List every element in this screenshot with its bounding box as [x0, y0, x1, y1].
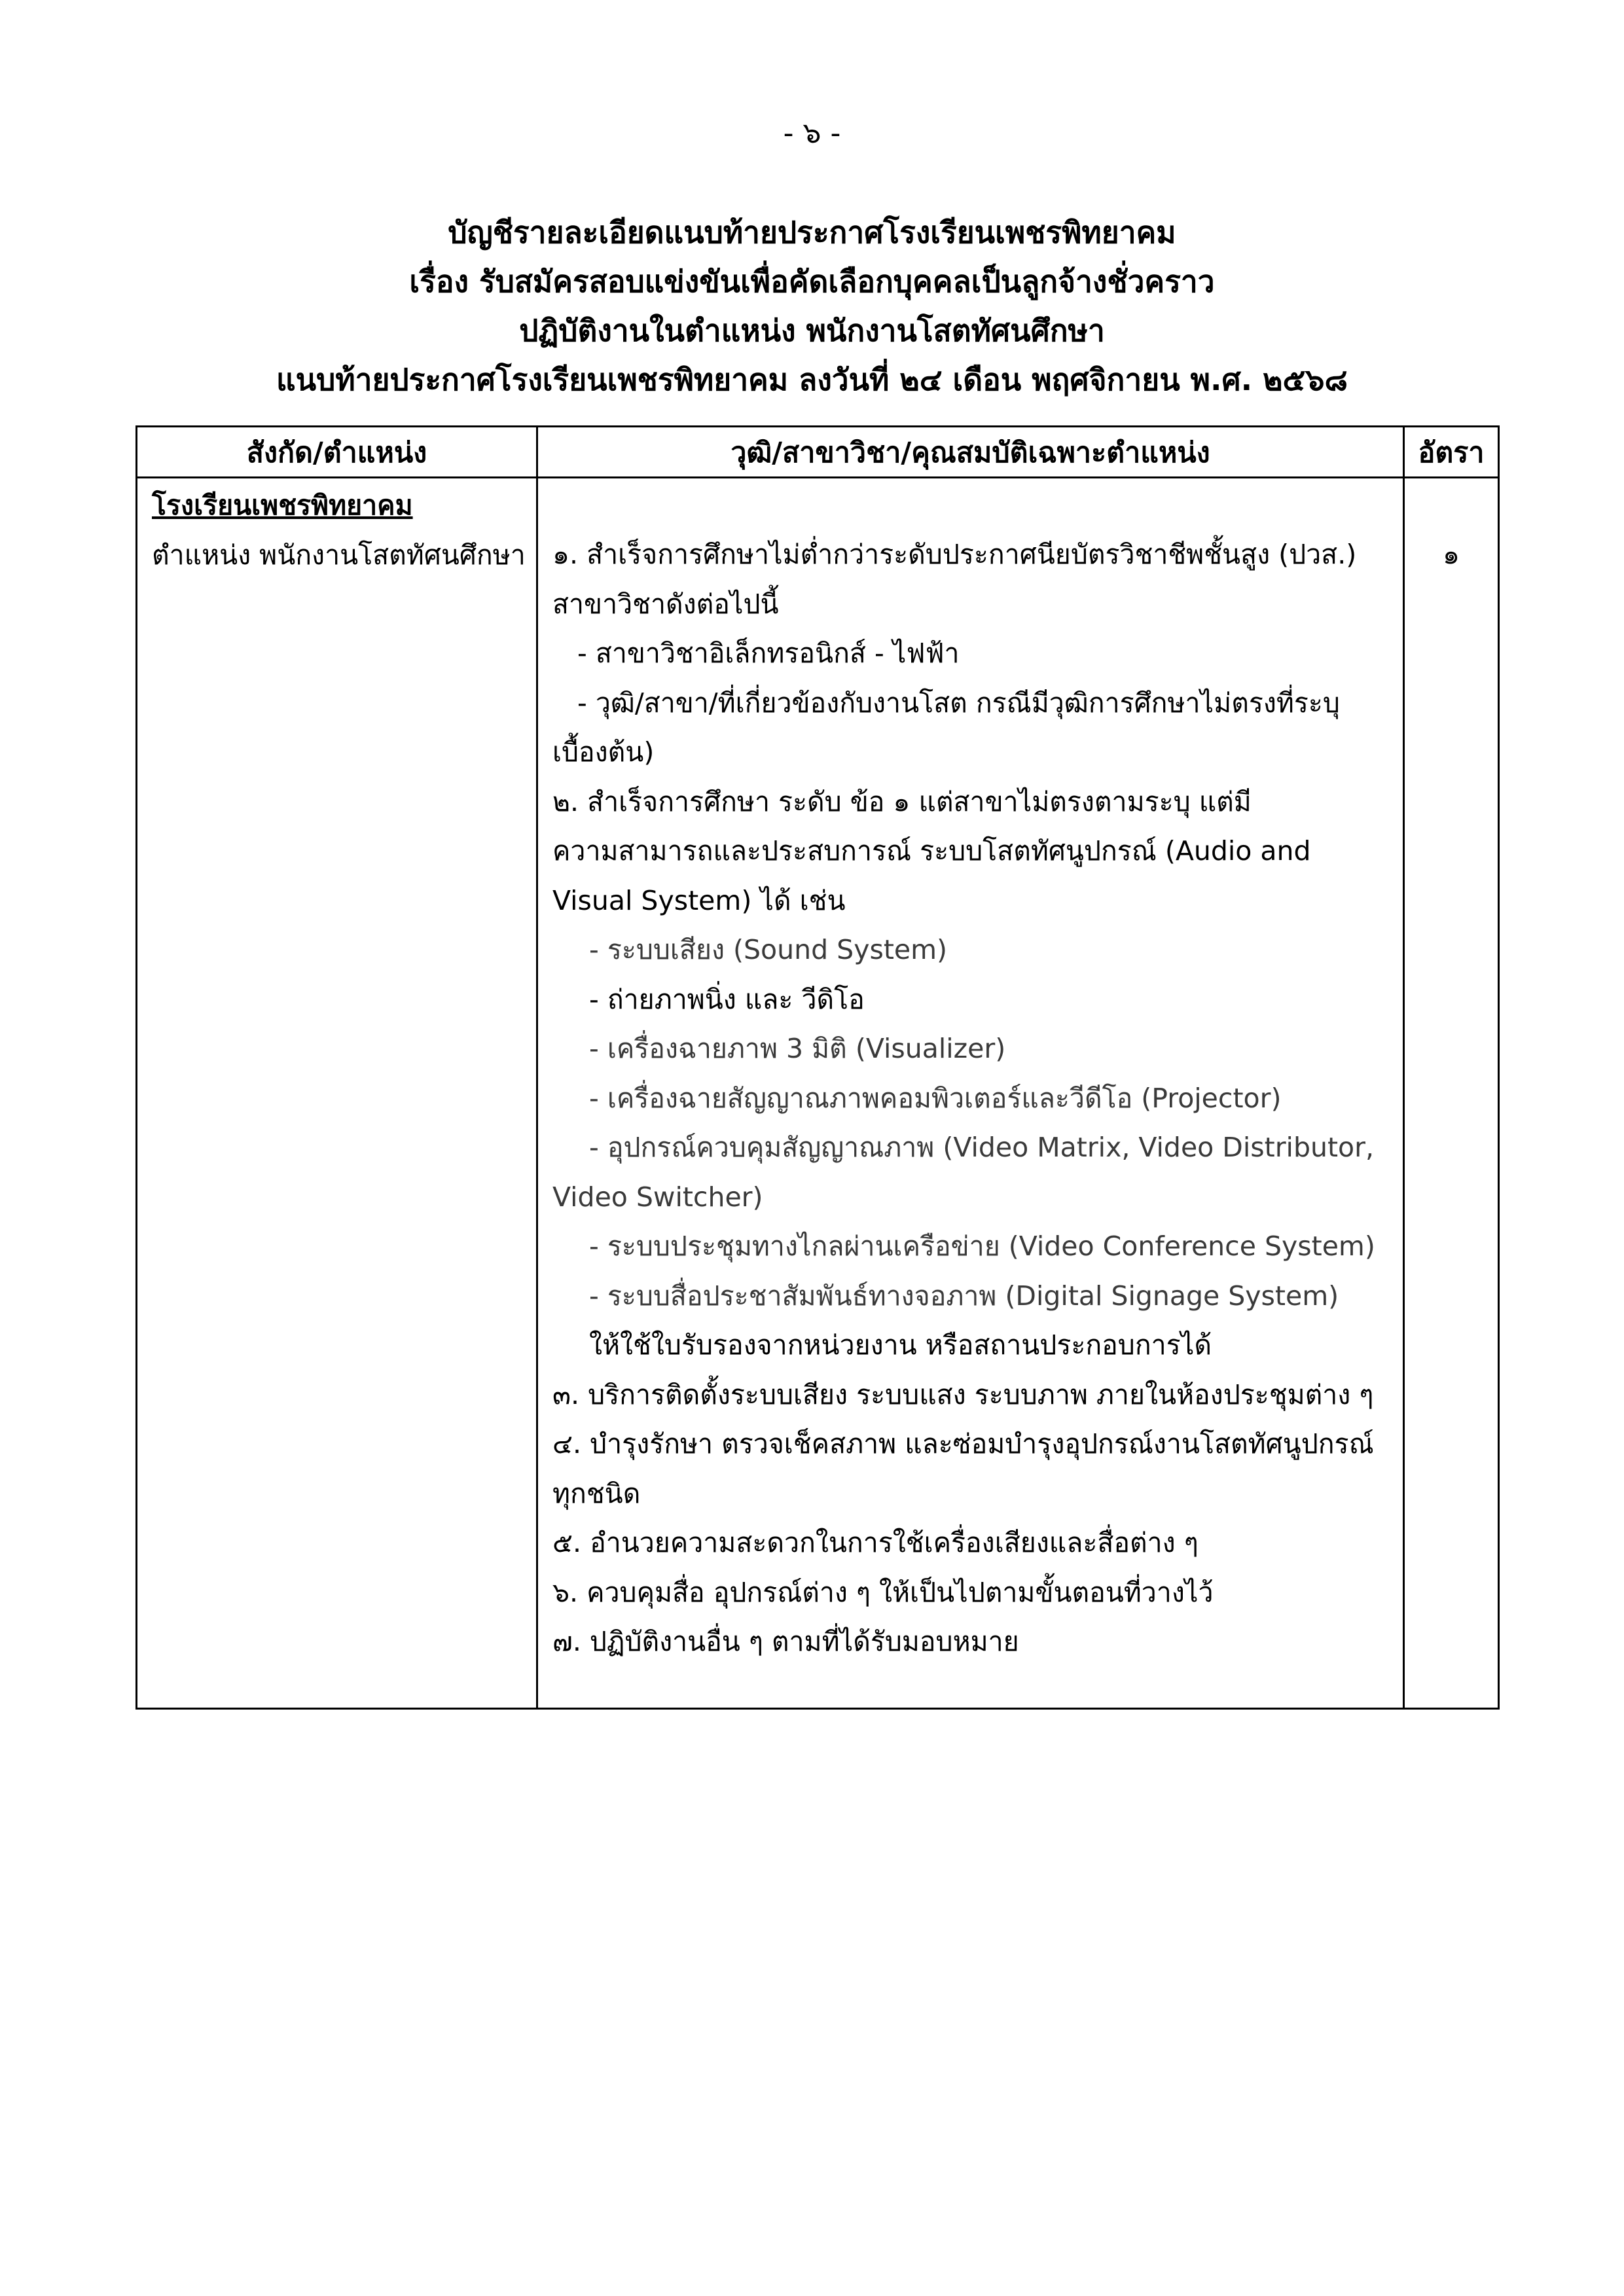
heading-line-4: แนบท้ายประกาศโรงเรียนเพชรพิทยาคม ลงวันที่ ๒๔ เดือน พฤศจิกายน พ.ศ. ๒๕๖๘: [276, 362, 1348, 397]
heading-line-2: เรื่อง รับสมัครสอบแข่งขันเพื่อคัดเลือกบุคคลเป็นลูกจ้างชั่วคราว: [409, 264, 1215, 299]
qualification-line: Video Switcher): [552, 1181, 763, 1213]
unit-cell: [137, 478, 537, 1709]
qualification-line: Visual System) ได้ เช่น: [552, 884, 846, 916]
qualification-line: ๖. ควบคุมสื่อ อุปกรณ์ต่าง ๆ ให้เป็นไปตามขั้นตอนที่วางไว้: [552, 1576, 1214, 1608]
qualification-line: ๓. บริการติดตั้งระบบเสียง ระบบแสง ระบบภาพ ภายในห้องประชุมต่าง ๆ: [552, 1378, 1374, 1410]
qualification-line: ๔. บำรุงรักษา ตรวจเช็คสภาพ และซ่อมบำรุงอุปกรณ์งานโสตทัศนูปกรณ์: [552, 1428, 1374, 1460]
qualification-line: - เครื่องฉายภาพ 3 มิติ (Visualizer): [589, 1033, 1006, 1064]
qualification-line: - สาขาวิชาอิเล็กทรอนิกส์ - ไฟฟ้า: [577, 637, 960, 669]
qualification-line: เบื้องต้น): [552, 736, 655, 768]
document-heading: [0, 208, 1624, 404]
qualification-line: - เครื่องฉายสัญญาณภาพคอมพิวเตอร์และวีดีโอ (Projector): [589, 1082, 1282, 1114]
qualification-line: ๒. สำเร็จการศึกษา ระดับ ข้อ ๑ แต่สาขาไม่ตรงตามระบุ แต่มี: [552, 785, 1252, 817]
rate-cell: ๑: [1404, 478, 1499, 1709]
qualifications-cell: [537, 478, 1404, 1709]
school-name: โรงเรียนเพชรพิทยาคม: [152, 490, 413, 521]
qualification-line: ทุกชนิด: [552, 1477, 641, 1509]
header-qualifications: วุฒิ/สาขาวิชา/คุณสมบัติเฉพาะตำแหน่ง: [537, 427, 1404, 478]
header-unit: สังกัด/ตำแหน่ง: [137, 427, 537, 478]
qualification-line: ๑. สำเร็จการศึกษาไม่ต่ำกว่าระดับประกาศนียบัตรวิชาชีพชั้นสูง (ปวส.): [552, 539, 1357, 570]
details-table: [135, 425, 1500, 1710]
position-name: ตำแหน่ง พนักงานโสตทัศนศึกษา: [152, 539, 526, 571]
qualification-line: - ระบบสื่อประชาสัมพันธ์ทางจอภาพ (Digital Signage System): [589, 1280, 1339, 1312]
qualification-line: - วุฒิ/สาขา/ที่เกี่ยวข้องกับงานโสต กรณีมีวุฒิการศึกษาไม่ตรงที่ระบุ: [577, 687, 1340, 719]
qualification-line: ๕. อำนวยความสะดวกในการใช้เครื่องเสียงและสื่อต่าง ๆ: [552, 1527, 1199, 1558]
qualification-line: - อุปกรณ์ควบคุมสัญญาณภาพ (Video Matrix, Video Distributor,: [589, 1132, 1375, 1163]
heading-line-3: ปฏิบัติงานในตำแหน่ง พนักงานโสตทัศนศึกษา: [519, 313, 1105, 348]
page-number: - ๖ -: [783, 117, 841, 150]
qualification-line: - ระบบเสียง (Sound System): [589, 934, 948, 965]
header-rate: อัตรา: [1404, 427, 1499, 478]
qualification-line: ความสามารถและประสบการณ์ ระบบโสตทัศนูปกรณ์ (Audio and: [552, 835, 1311, 867]
table-header-row: [137, 427, 1499, 478]
qualification-line: - ระบบประชุมทางไกลผ่านเครือข่าย (Video Conference System): [589, 1230, 1375, 1262]
heading-line-1: บัญชีรายละเอียดแนบท้ายประกาศโรงเรียนเพชรพิทยาคม: [448, 215, 1176, 250]
qualification-line: สาขาวิชาดังต่อไปนี้: [552, 588, 779, 620]
qualification-line: - ถ่ายภาพนิ่ง และ วีดิโอ: [589, 983, 865, 1015]
qualification-line: ๗. ปฏิบัติงานอื่น ๆ ตามที่ได้รับมอบหมาย: [552, 1626, 1019, 1657]
table-row: [137, 478, 1499, 1709]
qualification-line: ให้ใช้ใบรับรองจากหน่วยงาน หรือสถานประกอบการได้: [589, 1329, 1212, 1361]
